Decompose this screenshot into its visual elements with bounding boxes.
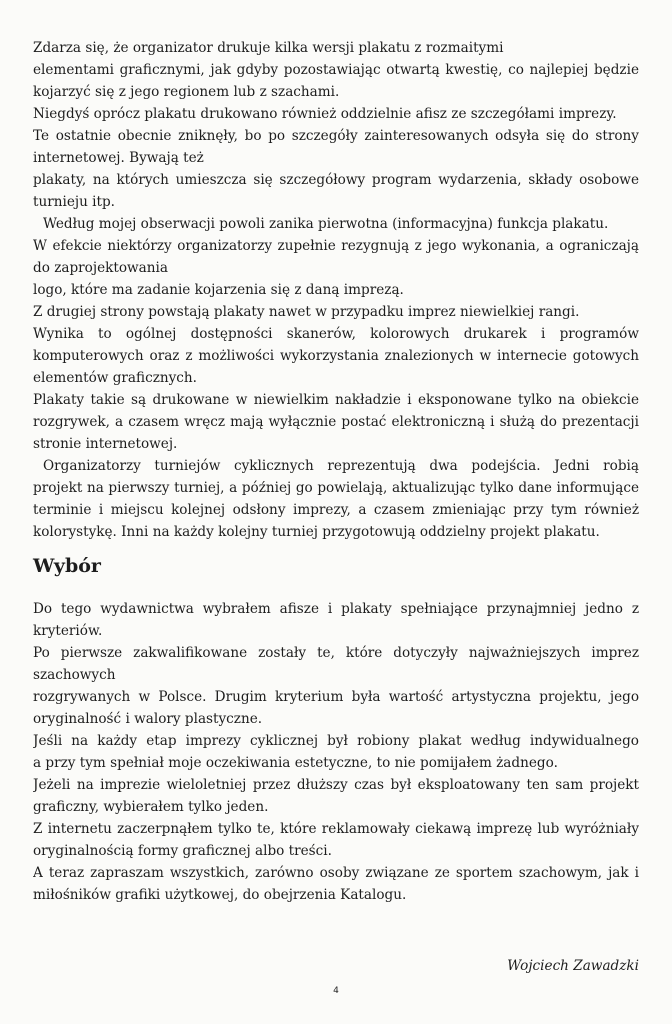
text-line: turnieju itp.: [33, 194, 115, 210]
text-line: plakaty, na których umieszcza się szczegółowy program wydarzenia, składy osobowe: [33, 172, 639, 188]
text-line: elementów graficznych.: [33, 370, 198, 386]
text-line: Jeżeli na imprezie wieloletniej przez dłuższy czas był eksploatowany ten sam projekt: [33, 777, 639, 793]
text-line: oryginalnością formy graficznej albo treści.: [33, 843, 332, 859]
text-line: Po pierwsze zakwalifikowane zostały te, które dotyczyły najważniejszych imprez: [33, 645, 639, 661]
text-line: graficzny, wybierałem tylko jeden.: [33, 799, 269, 815]
author-signature: Wojciech Zawadzki: [507, 958, 639, 974]
text-line: rozgrywek, a czasem wręcz mają wyłącznie postać elektroniczną i służą do prezentacji: [33, 414, 639, 430]
text-line: logo, które ma zadanie kojarzenia się z daną imprezą.: [33, 282, 404, 298]
text-line: komputerowych oraz z możliwości wykorzystania znalezionych w internecie gotowych: [33, 348, 639, 364]
text-line: Niegdyś oprócz plakatu drukowano również oddzielnie afisz ze szczegółami imprezy.: [33, 106, 617, 122]
text-line: Plakaty takie są drukowane w niewielkim nakładzie i eksponowane tylko na obiekcie: [33, 392, 639, 408]
text-line: Do tego wydawnictwa wybrałem afisze i plakaty spełniające przynajmniej jedno z: [33, 601, 639, 617]
text-line: W efekcie niektórzy organizatorzy zupełnie rezygnują z jego wykonania, a ograniczają: [33, 238, 639, 254]
text-line: Zdarza się, że organizator drukuje kilka wersji plakatu z rozmaitymi: [33, 40, 504, 56]
text-line: terminie i miejscu kolejnej odsłony imprezy, a czasem zmieniając przy tym również: [33, 502, 639, 518]
text-line: Według mojej obserwacji powoli zanika pierwotna (informacyjna) funkcja plakatu.: [43, 216, 609, 232]
text-line: do zaprojektowania: [33, 260, 168, 276]
text-line: kryteriów.: [33, 623, 103, 639]
text-line: a przy tym spełniał moje oczekiwania estetyczne, to nie pomijałem żadnego.: [33, 755, 558, 771]
text-line: A teraz zapraszam wszystkich, zarówno osoby związane ze sportem szachowym, jak i: [33, 865, 639, 881]
text-line: Te ostatnie obecnie zniknęły, bo po szczegóły zainteresowanych odsyła się do strony: [33, 128, 639, 144]
text-line: Organizatorzy turniejów cyklicznych reprezentują dwa podejścia. Jedni robią: [43, 458, 639, 474]
text-line: Jeśli na każdy etap imprezy cyklicznej był robiony plakat według indywidualnego: [33, 733, 639, 749]
text-line: szachowych: [33, 667, 116, 683]
text-line: oryginalność i walory plastyczne.: [33, 711, 263, 727]
text-line: miłośników grafiki użytkowej, do obejrzenia Katalogu.: [33, 887, 407, 903]
text-line: Z internetu zaczerpnąłem tylko te, które reklamowały ciekawą imprezę lub wyróżniały: [33, 821, 639, 837]
text-line: internetowej. Bywają też: [33, 150, 204, 166]
text-line: kolorystykę. Inni na każdy kolejny turniej przygotowują oddzielny projekt plakatu.: [33, 524, 600, 540]
text-line: stronie internetowej.: [33, 436, 178, 452]
text-line: Wynika to ogólnej dostępności skanerów, kolorowych drukarek i programów: [33, 326, 639, 342]
text-line: elementami graficznymi, jak gdyby pozostawiając otwartą kwestię, co najlepiej będzie: [33, 62, 639, 78]
text-line: Z drugiej strony powstają plakaty nawet w przypadku imprez niewielkiej rangi.: [33, 304, 580, 320]
text-line: kojarzyć się z jego regionem lub z szachami.: [33, 84, 340, 100]
page-number: 4: [333, 986, 339, 996]
text-line: projekt na pierwszy turniej, a później go powielają, aktualizując tylko dane informujące: [33, 480, 639, 496]
section-heading: Wybór: [33, 555, 101, 577]
text-line: rozgrywanych w Polsce. Drugim kryterium była wartość artystyczna projektu, jego: [33, 689, 639, 705]
